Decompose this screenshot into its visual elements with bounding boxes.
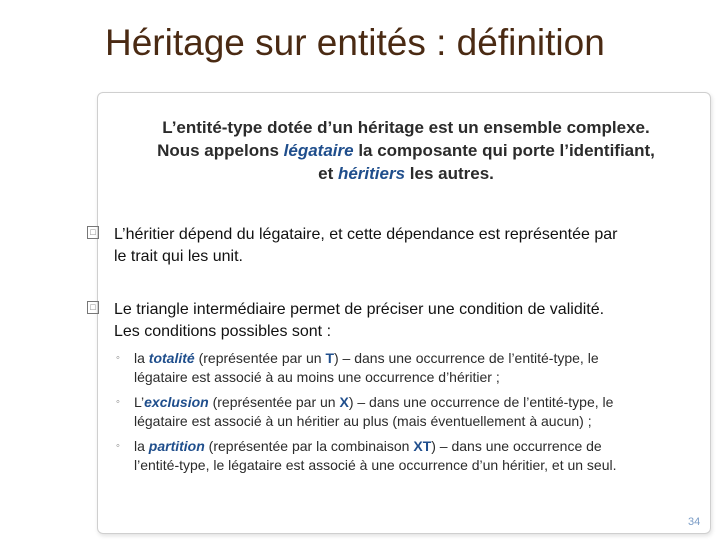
circle-bullet-icon: ◦: [116, 440, 120, 452]
slide-title: Héritage sur entités : définition: [105, 22, 605, 63]
sub-bullet-line: [134, 393, 694, 412]
sub-bullet-line: légataire est associé à au moins une occurrence d’héritier ;: [134, 369, 500, 385]
bullet-item-2: [90, 299, 694, 343]
sub-text: ) – dans une occurrence de l’entité-type, le: [348, 394, 614, 410]
intro-line-3: [100, 162, 712, 185]
term-totalite: totalité: [148, 350, 195, 366]
term-legataire: légataire: [283, 141, 354, 160]
intro-line-2: [100, 139, 712, 162]
page-number: 34: [688, 516, 701, 528]
bullet-text-line: L’héritier dépend du légataire, et cette dépendance est représentée par: [114, 226, 618, 243]
sub-text: la: [134, 350, 149, 366]
sub-text: ) – dans une occurrence de l’entité-type, le: [334, 350, 599, 366]
intro-paragraph: [100, 116, 712, 185]
intro-text: la composante qui porte l’identifiant,: [353, 141, 655, 160]
term-exclusion: exclusion: [144, 394, 209, 410]
bullet-text-line: Le triangle intermédiaire permet de préciser une condition de validité.: [114, 301, 605, 318]
sub-bullet-line: l’entité-type, le légataire est associé à une occurrence d’un héritier, et un seul.: [134, 457, 617, 473]
sub-bullet-exclusion: [116, 393, 694, 431]
checkbox-bullet-icon: □: [87, 226, 99, 239]
checkbox-bullet-icon: □: [87, 301, 99, 314]
circle-bullet-icon: ◦: [116, 396, 120, 408]
intro-text: Nous appelons: [157, 141, 284, 160]
intro-line-1: L’entité-type dotée d’un héritage est un ensemble complexe.: [162, 118, 650, 137]
sub-text: ) – dans une occurrence de: [431, 438, 602, 454]
sub-text: L’: [134, 394, 145, 410]
symbol-x: X: [339, 394, 349, 410]
symbol-xt: XT: [413, 438, 432, 454]
sub-bullet-totalite: [116, 349, 694, 387]
symbol-t: T: [325, 350, 334, 366]
bullet-text-line: le trait qui les unit.: [114, 248, 243, 265]
sub-bullet-partition: [116, 437, 694, 475]
sub-text: (représentée par la combinaison: [204, 438, 414, 454]
term-heritiers: héritiers: [337, 164, 406, 183]
sub-text: la: [134, 438, 149, 454]
intro-text: les autres.: [405, 164, 494, 183]
sub-text: (représentée par un: [194, 350, 326, 366]
sub-text: (représentée par un: [208, 394, 340, 410]
sub-bullet-line: légataire est associé à un héritier au plus (mais éventuellement à aucun) ;: [134, 413, 592, 429]
sub-bullet-line: [134, 349, 694, 368]
bullet-item-1: [90, 224, 694, 268]
circle-bullet-icon: ◦: [116, 352, 120, 364]
bullet-text-line: Les conditions possibles sont :: [114, 323, 332, 340]
term-partition: partition: [148, 438, 205, 454]
intro-text: et: [318, 164, 338, 183]
sub-bullet-line: [134, 437, 694, 456]
